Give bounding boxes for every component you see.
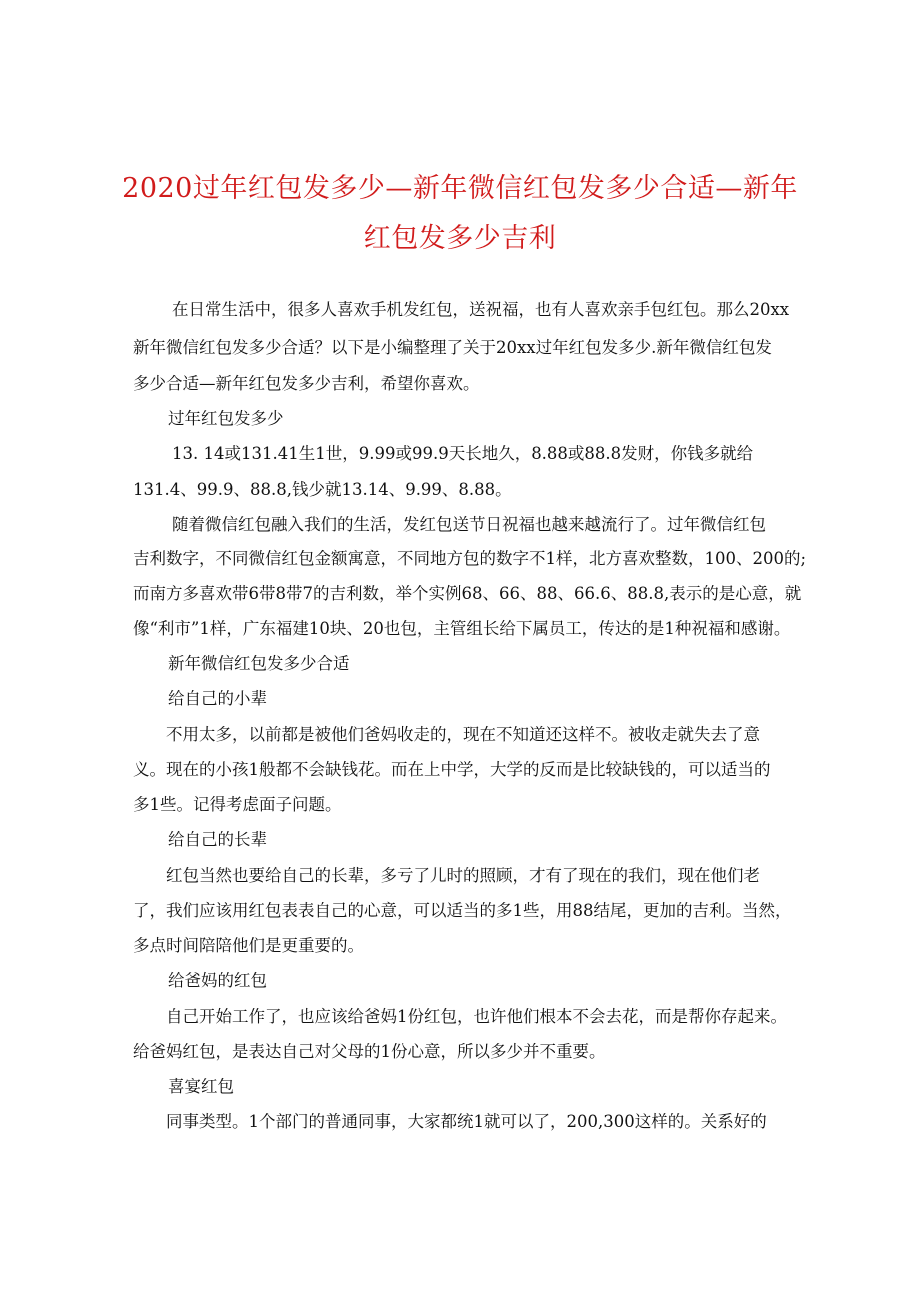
paragraph-line: 了，我们应该用红包表表自己的心意，可以适当的多1些，用88结尾，更加的吉利。当然， <box>133 901 792 920</box>
paragraph-line: 多点时间陪陪他们是更重要的。 <box>133 936 364 955</box>
paragraph-line: 同事类型。1个部门的普通同事，大家都统1就可以了，200,300这样的。关系好的 <box>166 1112 767 1131</box>
document-title-line-2: 红包发多少吉利 <box>363 223 557 254</box>
section-heading: 喜宴红包 <box>168 1077 234 1096</box>
paragraph-line: 在日常生活中，很多人喜欢手机发红包，送祝福，也有人喜欢亲手包红包。那么20xx <box>172 300 790 319</box>
paragraph-line: 131.4、99.9、88.8,钱少就13.14、9.99、8.88。 <box>133 480 512 499</box>
paragraph-line: 13. 14或131.41生1世，9.99或99.9天长地久，8.88或88.8发财，你钱多就给 <box>172 444 754 463</box>
paragraph-line: 新年微信红包发多少合适？以下是小编整理了关于20xx过年红包发多少.新年微信红包发 <box>133 338 772 357</box>
paragraph-line: 自己开始工作了，也应该给爸妈1份红包，也许他们根本不会去花，而是帮你存起来。 <box>166 1007 787 1026</box>
paragraph-line: 多少合适—新年红包发多少吉利，希望你喜欢。 <box>133 374 480 393</box>
section-heading: 过年红包发多少 <box>168 409 284 428</box>
paragraph-line: 红包当然也要给自己的长辈，多亏了儿时的照顾，才有了现在的我们，现在他们老 <box>166 866 760 885</box>
paragraph-line: 给爸妈红包，是表达自己对父母的1份心意，所以多少并不重要。 <box>133 1042 606 1061</box>
paragraph-line: 不用太多，以前都是被他们爸妈收走的，现在不知道还这样不。被收走就失去了意 <box>166 725 760 744</box>
paragraph-line: 吉利数字，不同微信红包金额寓意，不同地方包的数字不1样，北方喜欢整数，100、200的; <box>133 549 807 568</box>
document-title-line-1: 2020过年红包发多少—新年微信红包发多少合适—新年 <box>122 173 798 204</box>
paragraph-line: 像“利市”1样，广东福建10块、20也包，主管组长给下属员工，传达的是1种祝福和感谢。 <box>133 619 791 638</box>
section-heading: 给爸妈的红包 <box>168 971 267 990</box>
paragraph-line: 而南方多喜欢带6带8带7的吉利数，举个实例68、66、88、66.6、88.8,表示的是心意，就 <box>133 584 802 603</box>
paragraph-line: 随着微信红包融入我们的生活，发红包送节日祝福也越来越流行了。过年微信红包 <box>172 515 766 534</box>
paragraph-line: 多1些。记得考虑面子问题。 <box>133 795 342 814</box>
section-heading: 新年微信红包发多少合适 <box>168 654 350 673</box>
paragraph-line: 义。现在的小孩1般都不会缺钱花。而在上中学，大学的反而是比较缺钱的，可以适当的 <box>133 760 771 779</box>
section-heading: 给自己的长辈 <box>168 830 267 849</box>
section-heading: 给自己的小辈 <box>168 689 267 708</box>
